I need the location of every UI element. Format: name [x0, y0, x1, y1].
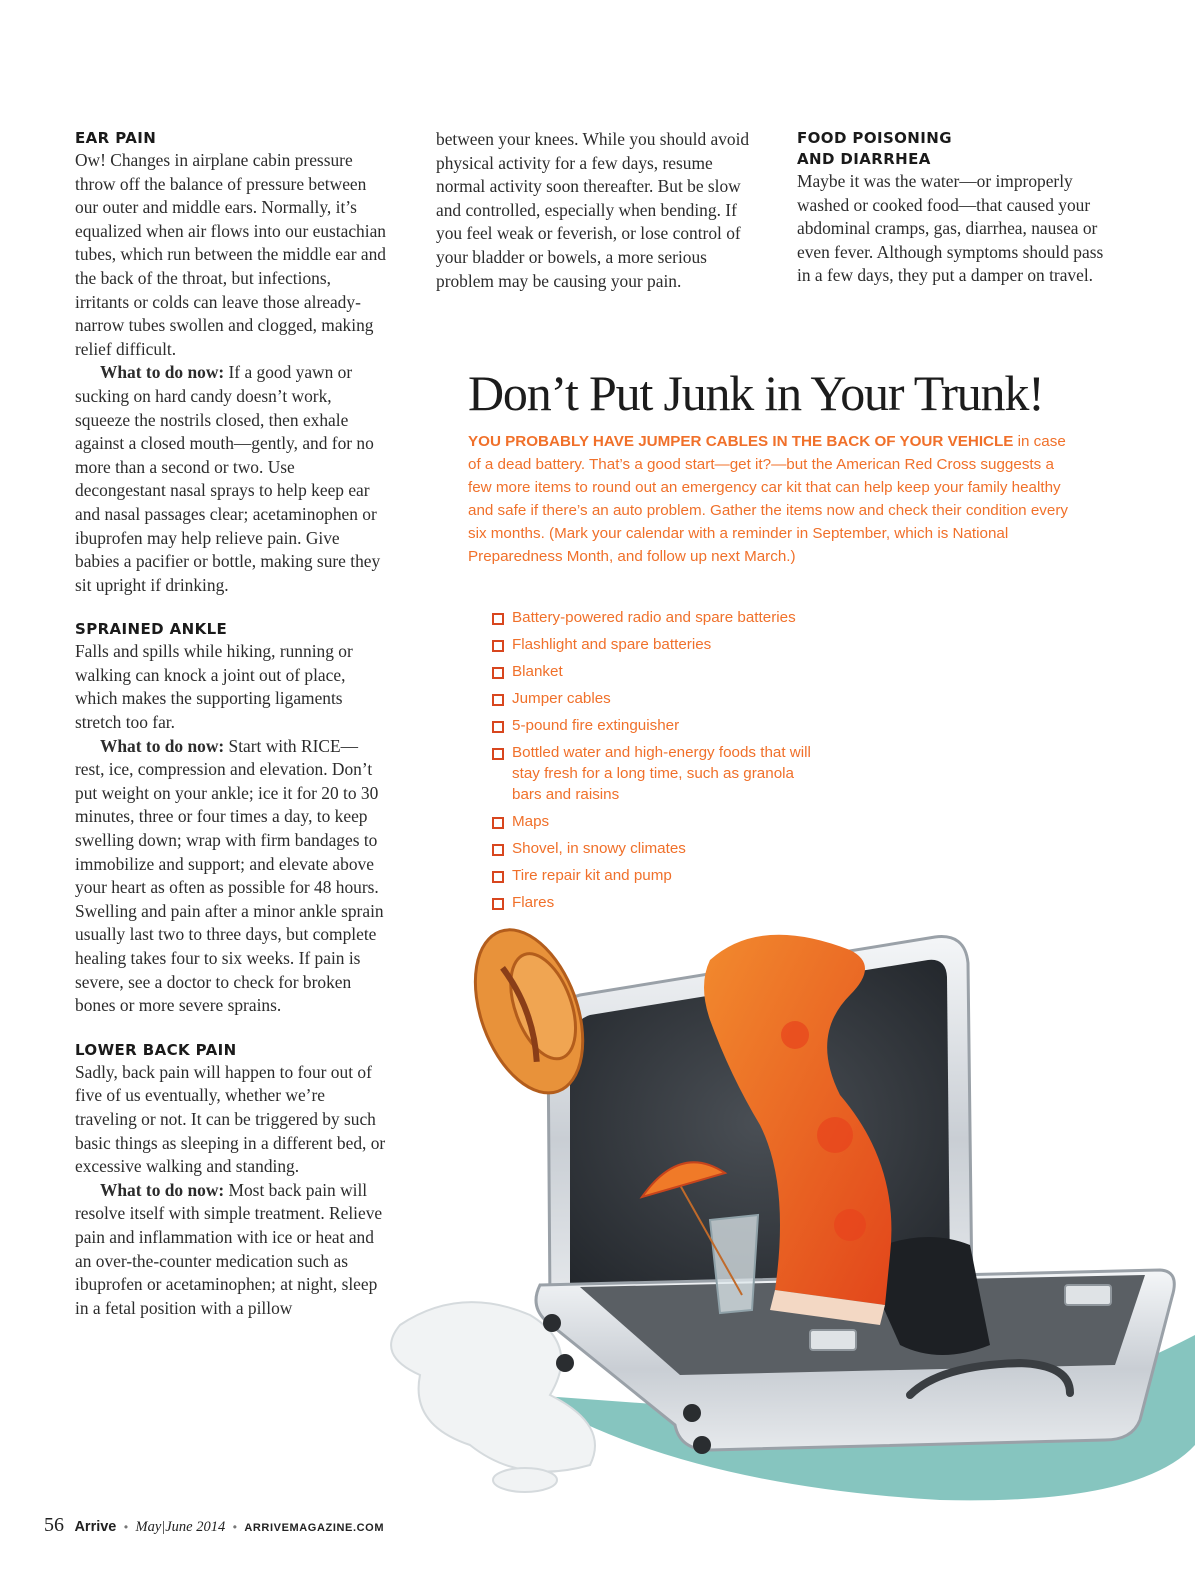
checklist-item [492, 688, 912, 709]
ear-pain-heading: EAR PAIN [75, 129, 157, 147]
checklist-item [492, 742, 812, 805]
food-poisoning-heading-line1: FOOD POISONING [797, 129, 952, 147]
suitcase-illustration [380, 925, 1200, 1505]
scarf-flower [781, 1021, 809, 1049]
checklist-item-label: Blanket [512, 663, 563, 680]
page-number: 56 [44, 1514, 64, 1536]
checkbox-icon [492, 667, 504, 679]
food-poisoning-heading-line2: AND DIARRHEA [797, 150, 931, 168]
checklist-item-label: Shovel, in snowy climates [512, 840, 686, 857]
checklist-item [492, 634, 912, 655]
ear-pain-body: Ow! Changes in airplane cabin pressure throw off the balance of pressure between our outer and middle ears. Normally, it’s equalized when air flows into our eustachian tubes, which run between the middle ear and the back of the throat, but infections, irritants or colds can leave those already-narrow tubes swollen and clogged, making relief difficult. [75, 150, 386, 359]
checklist-item [492, 865, 912, 886]
trunk-intro-caps: YOU PROBABLY HAVE JUMPER CABLES IN THE BACK OF YOUR VEHICLE [468, 433, 1014, 450]
lower-back-pain-todo-label: What to do now: [100, 1179, 225, 1200]
sprained-ankle-heading: SPRAINED ANKLE [75, 620, 228, 639]
issue-date: May|June 2014 [135, 1519, 226, 1535]
ear-pain-todo [75, 361, 387, 597]
footer-separator: • [232, 1520, 237, 1534]
scarf-flower [834, 1209, 866, 1241]
checklist-item [492, 661, 912, 682]
trunk-intro-text: in case of a dead battery. That’s a good start—get it?—but the American Red Cross suggests a few more items to round out an emergency car kit that can help keep your family healthy and safe if there’s an auto problem. Gather the items now and check their condition every six months. (Mark your calendar with a reminder in September, which is National Preparedness Month, and follow up next March.) [468, 433, 1068, 565]
checklist-item-label: Maps [512, 813, 550, 830]
wheel-icon [543, 1314, 561, 1332]
wheel-icon [683, 1404, 701, 1422]
checkbox-icon [492, 694, 504, 706]
sprained-ankle-todo [75, 735, 387, 1018]
checklist-item [492, 607, 912, 628]
checklist-item [492, 838, 912, 859]
food-poisoning-body: Maybe it was the water—or improperly washed or cooked food—that caused your abdominal cramps, gas, diarrhea, nausea or even fever. Although symptoms should pass in a few days, they put a damper on travel. [797, 171, 1104, 286]
column-right [797, 128, 1117, 288]
checklist-item-label: Tire repair kit and pump [512, 867, 672, 884]
checklist-item-label: Jumper cables [512, 690, 611, 707]
wheel-icon [556, 1354, 574, 1372]
column-left [75, 128, 387, 1320]
latch-left [810, 1330, 856, 1350]
checkbox-icon [492, 613, 504, 625]
checklist-item-label: Flares [512, 894, 555, 911]
checklist-item-label: Flashlight and spare batteries [512, 636, 712, 653]
checkbox-icon [492, 748, 504, 760]
lower-back-pain-body: Sadly, back pain will happen to four out of five of us eventually, whether we’re traveling or not. It can be triggered by such basic things as sleeping in a different bed, or excessive walking and standing. [75, 1061, 386, 1177]
magazine-url: ARRIVEMAGAZINE.COM [244, 1522, 385, 1534]
footer-separator: • [123, 1520, 129, 1534]
checklist-item-label: Bottled water and high-energy foods that will stay fresh for a long time, such as granola bars and raisins [512, 744, 811, 803]
checklist-item [492, 715, 912, 736]
lower-back-pain-todo [75, 1179, 387, 1321]
checklist-item-label: 5-pound fire extinguisher [512, 717, 680, 734]
checklist-item [492, 892, 912, 913]
trunk-title: Don’t Put Junk in Your Trunk! [468, 365, 1044, 421]
checkbox-icon [492, 871, 504, 883]
latch-right [1065, 1285, 1111, 1305]
page-footer [44, 1514, 384, 1537]
scarf-flower [817, 1117, 853, 1153]
lower-back-pain-heading: LOWER BACK PAIN [75, 1040, 237, 1059]
ear-pain-todo-text: If a good yawn or sucking on hard candy doesn’t work, squeeze the nostrils closed, then exhale against a closed mouth—gently, and for no more than a second or two. Use decongestant nasal sprays to help keep ear and nasal passages clear; acetaminophen or ibuprofen may help relieve pain. Give babies a pacifier or bottle, making sure they sit upright if drinking. [75, 362, 381, 595]
checkbox-icon [492, 817, 504, 829]
sprained-ankle-todo-label: What to do now: [100, 735, 225, 756]
checklist-item [492, 811, 912, 832]
emergency-kit-checklist [492, 607, 912, 919]
lower-back-pain-continued: between your knees. While you should avoid physical activity for a few days, resume normal activity soon thereafter. But be slow and controlled, especially when bending. If you feel weak or feverish, or lose control of your bladder or bowels, a more serious problem may be causing your pain. [436, 129, 750, 291]
checkbox-icon [492, 640, 504, 652]
trunk-intro [468, 430, 1078, 568]
water-drop [493, 1468, 557, 1492]
checkbox-icon [492, 844, 504, 856]
column-middle [436, 128, 760, 293]
checklist-item-label: Battery-powered radio and spare batteries [512, 609, 796, 626]
checkbox-icon [492, 721, 504, 733]
checkbox-icon [492, 898, 504, 910]
food-poisoning-heading [797, 128, 1117, 170]
wheel-icon [693, 1436, 711, 1454]
sprained-ankle-body: Falls and spills while hiking, running or walking can knock a joint out of place, which makes the supporting ligaments stretch too far. [75, 641, 353, 733]
ear-pain-todo-label: What to do now: [100, 362, 225, 383]
sprained-ankle-todo-text: Start with RICE—rest, ice, compression and elevation. Don’t put weight on your ankle; ice it for 20 to 30 minutes, three or four times a day, to keep swelling down; wrap with firm bandages to immobilize and support; and elevate above your heart as often as possible for 48 hours. Swelling and pain after a minor ankle sprain usually last two to three days, but complete healing takes four to six weeks. If pain is severe, see a doctor to check for broken bones or more severe sprains. [75, 735, 384, 1016]
magazine-brand: Arrive [74, 1519, 117, 1535]
lower-back-pain-todo-text: Most back pain will resolve itself with simple treatment. Relieve pain and inflammation with ice or heat and an over-the-counter medication such as ibuprofen or acetaminophen; at night, sleep in a fetal position with a pillow [75, 1179, 383, 1318]
